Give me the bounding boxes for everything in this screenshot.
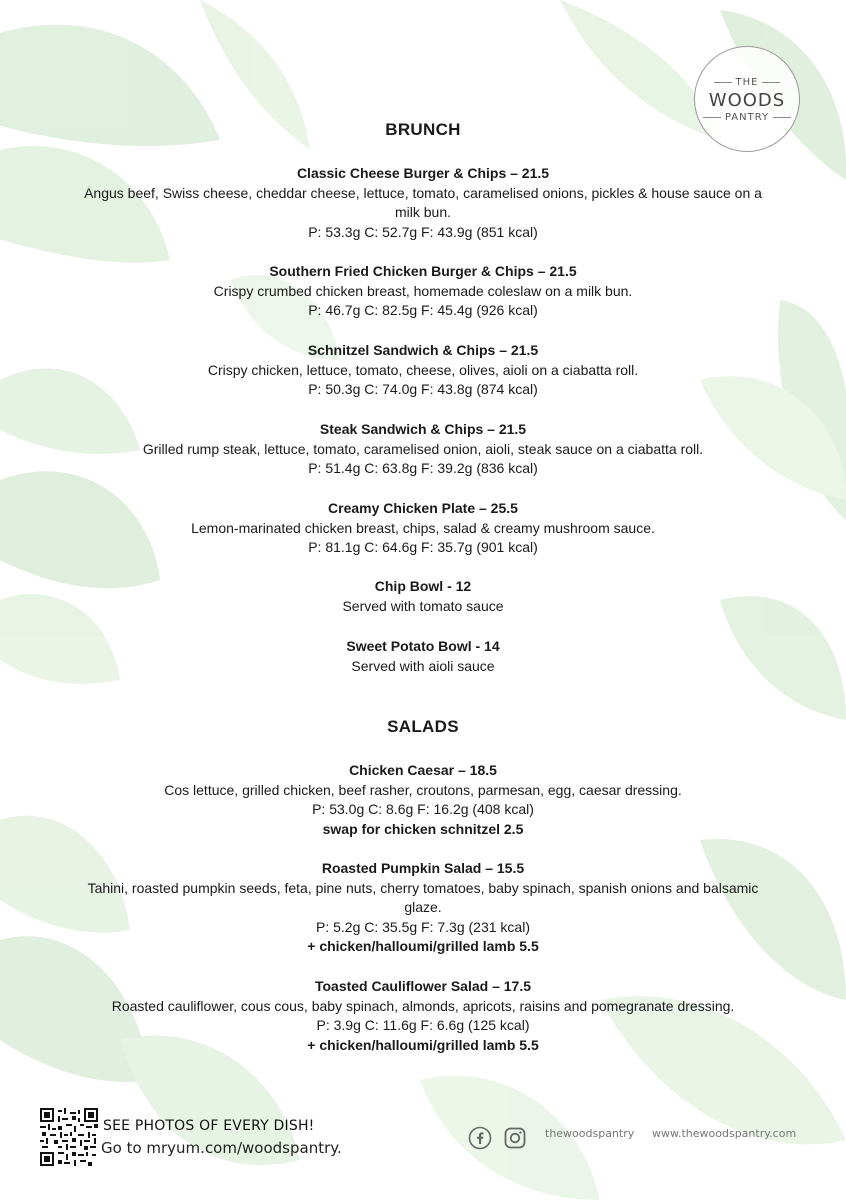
logo-pantry: PANTRY: [724, 112, 770, 123]
menu-item-chicken-caesar: [80, 761, 766, 839]
logo-rule: [773, 117, 791, 118]
item-macros: P: 46.7g C: 82.5g F: 45.4g (926 kcal): [308, 302, 538, 319]
item-name: Sweet Potato Bowl - 14: [346, 638, 500, 654]
qr-code-icon[interactable]: [40, 1108, 98, 1166]
logo-rule: [714, 82, 732, 83]
menu-item-cheese-burger: [80, 164, 766, 242]
cta-link[interactable]: Go to mryum.com/woodspantry.: [101, 1139, 342, 1157]
item-macros: P: 81.1g C: 64.6g F: 35.7g (901 kcal): [308, 539, 538, 556]
item-add-on: + chicken/halloumi/grilled lamb 5.5: [307, 938, 539, 955]
menu-item-sweet-potato-bowl: [80, 637, 766, 676]
item-description: Grilled rump steak, lettuce, tomato, caramelised onion, aioli, steak sauce on a ciabatta roll.: [142, 440, 704, 457]
logo-rule: [703, 117, 721, 118]
item-macros: P: 51.4g C: 63.8g F: 39.2g (836 kcal): [308, 460, 538, 477]
item-description: Lemon-marinated chicken breast, chips, salad & creamy mushroom sauce.: [191, 519, 655, 536]
item-add-on: + chicken/halloumi/grilled lamb 5.5: [307, 1036, 539, 1053]
item-name: Schnitzel Sandwich & Chips – 21.5: [307, 342, 539, 358]
item-description: Angus beef, Swiss cheese, cheddar cheese, lettuce, tomato, caramelised onions, pickles & house sauce on a milk bun.: [84, 184, 762, 221]
item-macros: P: 5.2g C: 35.5g F: 7.3g (231 kcal): [315, 918, 530, 935]
instagram-icon[interactable]: [503, 1126, 527, 1150]
menu-item-roasted-pumpkin-salad: [80, 859, 766, 957]
item-macros: P: 50.3g C: 74.0g F: 43.8g (874 kcal): [308, 381, 538, 398]
item-description: Served with tomato sauce: [342, 597, 504, 614]
menu-item-toasted-cauliflower-salad: [80, 977, 766, 1055]
logo-rule: [762, 82, 780, 83]
item-macros: P: 3.9g C: 11.6g F: 6.6g (125 kcal): [316, 1017, 530, 1034]
social-handle[interactable]: thewoodspantry: [545, 1127, 635, 1140]
item-description: Crispy crumbed chicken breast, homemade coleslaw on a milk bun.: [213, 282, 633, 299]
logo-woods: WOODS: [708, 90, 786, 111]
item-name: Classic Cheese Burger & Chips – 21.5: [296, 165, 550, 181]
item-name: Chip Bowl - 12: [374, 578, 472, 594]
item-name: Steak Sandwich & Chips – 21.5: [319, 421, 527, 437]
section-title-salads: SALADS: [387, 717, 459, 736]
item-name: Creamy Chicken Plate – 25.5: [328, 500, 518, 516]
menu-item-steak-sandwich: [80, 420, 766, 479]
item-description: Roasted cauliflower, cous cous, baby spinach, almonds, apricots, raisins and pomegranate dressing.: [111, 997, 735, 1014]
item-macros: P: 53.3g C: 52.7g F: 43.9g (851 kcal): [308, 223, 538, 240]
item-macros: P: 53.0g C: 8.6g F: 16.2g (408 kcal): [312, 801, 534, 818]
cta-title: SEE PHOTOS OF EVERY DISH!: [103, 1118, 315, 1134]
menu-item-chicken-burger: [80, 262, 766, 321]
item-add-on: swap for chicken schnitzel 2.5: [322, 820, 524, 837]
item-name: Toasted Cauliflower Salad – 17.5: [314, 978, 532, 994]
item-description: Cos lettuce, grilled chicken, beef rasher, croutons, parmesan, egg, caesar dressing.: [164, 781, 682, 798]
website-link[interactable]: www.thewoodspantry.com: [652, 1127, 797, 1140]
facebook-icon[interactable]: [468, 1126, 492, 1150]
menu-item-chip-bowl: [80, 577, 766, 616]
section-title-brunch: BRUNCH: [385, 120, 461, 139]
item-description: Crispy chicken, lettuce, tomato, cheese, olives, aioli on a ciabatta roll.: [207, 361, 639, 378]
menu-item-schnitzel-sandwich: [80, 341, 766, 400]
woods-pantry-logo: [694, 46, 800, 152]
item-description: Tahini, roasted pumpkin seeds, feta, pine nuts, cherry tomatoes, baby spinach, spanish onions and balsamic glaze.: [87, 879, 759, 916]
item-name: Roasted Pumpkin Salad – 15.5: [321, 860, 525, 876]
menu-footer: [0, 1100, 846, 1180]
item-description: Served with aioli sauce: [351, 657, 495, 674]
menu-item-creamy-chicken-plate: [80, 499, 766, 558]
item-name: Southern Fried Chicken Burger & Chips – 21.5: [269, 263, 577, 279]
item-name: Chicken Caesar – 18.5: [349, 762, 497, 778]
logo-the: THE: [735, 77, 759, 88]
